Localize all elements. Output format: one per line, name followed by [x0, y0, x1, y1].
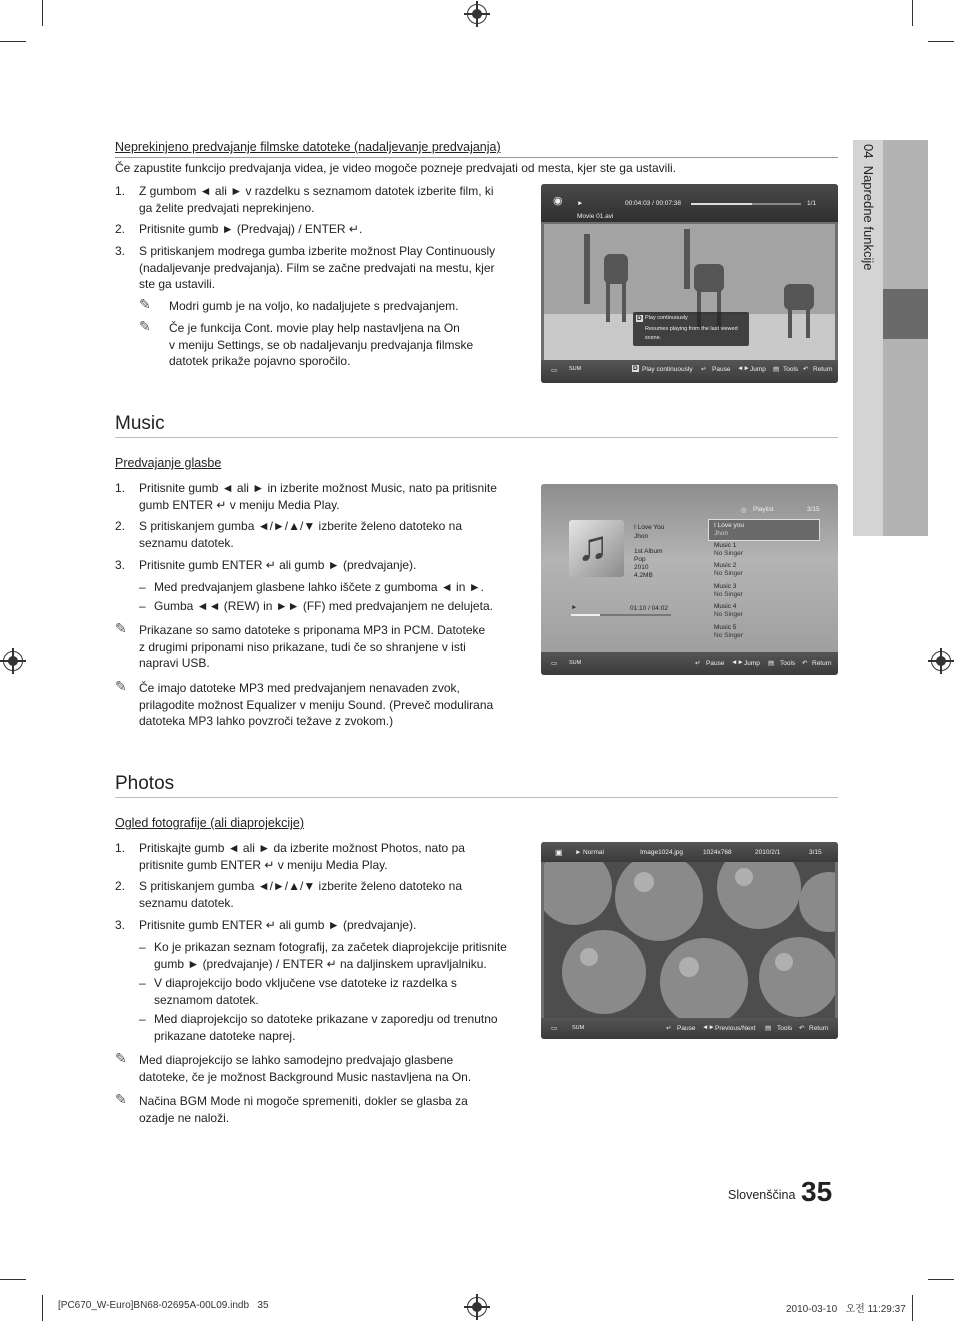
dash-text: Ko je prikazan seznam fotografij, za začetek diaprojekcije pritisnite gumb ► (predvajanje) / ENTER ↵ na daljinskem upravljalniku. — [154, 940, 507, 971]
note-pencil-icon: ✎ — [115, 1091, 127, 1107]
note-pencil-icon: ✎ — [115, 620, 127, 636]
section-subheading: Ogled fotografije (ali diaprojekcije) — [115, 816, 304, 830]
tv-popup-text: Resumes playing from the last viewed scene. — [645, 326, 738, 341]
page-number: 35 — [801, 1176, 833, 1207]
apples-illustration — [544, 862, 835, 1018]
tv-bar-pause: Pause — [677, 1025, 696, 1032]
registration-mark-icon — [467, 4, 487, 24]
playlist-icon: ◎ — [741, 507, 747, 514]
dash-text: Med diaprojekcijo so datoteke prikazane v zaporedju od trenutno prikazane datoteke naprej. — [154, 1012, 498, 1043]
tv-page: 3/15 — [809, 849, 822, 856]
crop-mark — [912, 0, 913, 26]
crop-mark — [928, 41, 954, 42]
tv-bar-play-continuously: Play continuously — [642, 366, 693, 373]
tv-bar-jump: Jump — [750, 366, 766, 373]
registration-mark-icon — [3, 651, 23, 671]
note-text: Če imajo datoteke MP3 med predvajanjem nenavaden zvok, prilagodite možnost Equalizer v meniju Sound. (Preveč modulirana datoteka MP3 lahko povzroči težave z zvokom.) — [139, 681, 494, 728]
step-number: 3. — [115, 558, 126, 572]
return-icon: ↶ — [799, 1025, 805, 1032]
crop-mark — [42, 0, 43, 26]
arrows-icon: ◄► — [702, 1024, 715, 1031]
tv-bar-tools: Tools — [783, 366, 799, 373]
note-text: Načina BGM Mode ni mogoče spremeniti, dokler se glasba za ozadje ne naloži. — [139, 1094, 468, 1125]
note-pencil-icon: ✎ — [139, 296, 151, 312]
step-number: 1. — [115, 184, 126, 198]
step-text: S pritiskanjem modrega gumba izberite možnost Play Continuously (nadaljevanje predvajanja). Film se začne predvajati na mestu, kjer ste ga ustavili. — [139, 244, 496, 291]
tv-device: SUM — [572, 1025, 585, 1031]
playlist-item-artist: No Singer — [714, 591, 743, 598]
tv-date: 2010/2/1 — [755, 849, 781, 856]
step-text: S pritiskanjem gumba ◄/►/▲/▼ izberite želeno datoteko na seznamu datotek. — [139, 519, 462, 550]
usb-icon: ▭ — [551, 1025, 558, 1032]
divider — [115, 797, 838, 798]
tv-photo-screenshot — [541, 842, 838, 1039]
tv-bar-pause: Pause — [706, 660, 725, 667]
tv-bar-jump: Jump — [744, 660, 760, 667]
step-number: 3. — [115, 244, 126, 258]
music-note-icon: ♫ — [577, 522, 609, 569]
step-text: Pritisnite gumb ENTER ↵ ali gumb ► (predvajanje). — [139, 918, 417, 932]
tv-file: Movie 01.avi — [577, 213, 614, 220]
usb-icon: ▭ — [551, 660, 558, 667]
tv-time: 01:10 / 04:02 — [630, 605, 668, 612]
tv-year: 2010 — [634, 564, 649, 571]
dash-bullet: – — [139, 940, 146, 954]
step-text: Pritisnite gumb ► (Predvajaj) / ENTER ↵. — [139, 222, 363, 236]
tv-mode: Normal — [583, 849, 604, 856]
play-state-icon: ► — [575, 849, 582, 856]
note-text: Modri gumb je na voljo, ko nadaljujete s predvajanjem. — [169, 299, 459, 313]
tv-device: SUM — [569, 660, 582, 666]
step-text: Pritiskajte gumb ◄ ali ► da izberite možnost Photos, nato pa pritisnite gumb ENTER ↵ v meniju Media Play. — [139, 841, 465, 872]
playlist-item-artist: Jhon — [714, 530, 729, 537]
note-text: Če je funkcija Cont. movie play help nastavljena na On v meniju Settings, se ob nadaljevanju predvajanja filmske datotek prikaže pojavno sporočilo. — [169, 321, 474, 368]
step-number: 2. — [115, 519, 126, 533]
album-art — [569, 520, 624, 577]
divider — [115, 437, 838, 438]
tv-bar-tools: Tools — [780, 660, 796, 667]
enter-icon: ↵ — [701, 366, 707, 373]
arrows-icon: ◄► — [731, 659, 744, 666]
divider — [115, 157, 838, 158]
dash-bullet: – — [139, 599, 146, 613]
step-text: S pritiskanjem gumba ◄/►/▲/▼ izberite želeno datoteko na seznamu datotek. — [139, 879, 462, 910]
tv-progress — [691, 203, 801, 205]
arrows-icon: ◄► — [737, 365, 750, 372]
tv-bar-return: Return — [812, 660, 832, 667]
step-number: 3. — [115, 918, 126, 932]
playlist-item-artist: No Singer — [714, 550, 743, 557]
tv-device: SUM — [569, 366, 582, 372]
registration-mark-icon — [931, 651, 951, 671]
tv-popup-title: Play continuously — [645, 315, 688, 321]
video-icon: ◉ — [553, 195, 563, 207]
tools-icon: ▤ — [768, 660, 775, 667]
step-number: 2. — [115, 222, 126, 236]
note-pencil-icon: ✎ — [115, 678, 127, 694]
crop-mark — [0, 1279, 26, 1280]
note-text: Med diaprojekcijo se lahko samodejno predvajajo glasbene datoteke, če je možnost Background Music nastavljena na On. — [139, 1053, 472, 1084]
section-subheading: Predvajanje glasbe — [115, 456, 222, 470]
tv-song: I Love You — [634, 524, 665, 531]
dash-text: Med predvajanjem glasbene lahko iščete z gumboma ◄ in ►. — [154, 580, 484, 594]
note-pencil-icon: ✎ — [115, 1050, 127, 1066]
tv-playlist-label: Playlist — [753, 506, 774, 513]
tv-album: 1st Album — [634, 548, 663, 555]
registration-mark-icon — [467, 1297, 487, 1317]
dash-bullet: – — [139, 976, 146, 990]
playlist-item-title: Music 2 — [714, 562, 737, 569]
tv-size: 4.2MB — [634, 572, 653, 579]
apples-photo — [544, 862, 835, 1018]
playlist-item-artist: No Singer — [714, 632, 743, 639]
dash-text: V diaprojekcijo bodo vključene vse datoteke iz razdelka s seznamom datotek. — [154, 976, 457, 1007]
crop-mark — [0, 41, 26, 42]
playlist-item-title: I Love you — [714, 522, 744, 529]
play-state-icon: ► — [571, 604, 578, 611]
tv-bar-return: Return — [813, 366, 833, 373]
tv-popup-d-icon: D — [637, 315, 642, 322]
tools-icon: ▤ — [765, 1025, 772, 1032]
chapter-tab-label: 04 Napredne funkcije — [861, 144, 876, 271]
tv-music-screenshot — [541, 484, 838, 675]
tv-page: 1/1 — [807, 200, 817, 207]
tv-file: Image1024.jpg — [640, 849, 684, 856]
tv-time: 00:04:03 / 00:07:38 — [625, 200, 682, 207]
crop-mark — [42, 1295, 43, 1321]
tv-genre: Pop — [634, 556, 646, 563]
step-text: Pritisnite gumb ◄ ali ► in izberite možnost Music, nato pa pritisnite gumb ENTER ↵ v meniju Media Play. — [139, 481, 497, 512]
step-text: Pritisnite gumb ENTER ↵ ali gumb ► (predvajanje). — [139, 558, 417, 572]
tv-progress — [571, 614, 671, 616]
playlist-item-title: Music 3 — [714, 583, 737, 590]
footer-language: Slovenščina — [728, 1188, 796, 1202]
tv-movie-screenshot — [541, 184, 838, 383]
playlist-item-title: Music 5 — [714, 624, 737, 631]
crop-mark — [912, 1295, 913, 1321]
usb-icon: ▭ — [551, 367, 558, 374]
note-text: Prikazane so samo datoteke s priponama MP3 in PCM. Datoteke z drugimi priponami niso prikazane, tudi če so shranjene v isti napravi USB. — [139, 623, 486, 670]
step-number: 1. — [115, 841, 126, 855]
tv-bar-tools: Tools — [777, 1025, 793, 1032]
dash-text: Gumba ◄◄ (REW) in ►► (FF) med predvajanjem ne delujeta. — [154, 599, 493, 613]
step-text: Z gumbom ◄ ali ► v razdelku s seznamom datotek izberite film, ki ga želite predvajati neprekinjeno. — [139, 184, 494, 215]
return-icon: ↶ — [802, 660, 808, 667]
music-heading: Music — [115, 413, 165, 434]
intro-text: Če zapustite funkcijo predvajanja videa, je video mogoče pozneje predvajati od mesta, kjer ste ga ustavili. — [115, 161, 676, 175]
dash-bullet: – — [139, 580, 146, 594]
tv-page: 3/15 — [807, 506, 820, 513]
photo-icon: ▣ — [555, 848, 563, 857]
blue-d-button-icon: D — [633, 365, 638, 372]
tv-bar-return: Return — [809, 1025, 829, 1032]
print-imprint: [PC670_W-Euro]BN68-02695A-00L09.indb 35 — [58, 1300, 269, 1311]
note-pencil-icon: ✎ — [139, 318, 151, 334]
playlist-item-artist: No Singer — [714, 611, 743, 618]
tv-bar-pause: Pause — [712, 366, 731, 373]
return-icon: ↶ — [803, 366, 809, 373]
enter-icon: ↵ — [666, 1025, 672, 1032]
tv-bar-previous-next: Previous/Next — [715, 1025, 756, 1032]
enter-icon: ↵ — [695, 660, 701, 667]
tools-icon: ▤ — [773, 366, 780, 373]
tv-popup — [633, 312, 749, 346]
section-subheading: Neprekinjeno predvajanje filmske datoteke (nadaljevanje predvajanja) — [115, 140, 501, 154]
tv-resolution: 1024x768 — [703, 849, 732, 856]
photos-heading: Photos — [115, 773, 175, 794]
dash-bullet: – — [139, 1012, 146, 1026]
print-date: 2010-03-10 오전 11:29:37 — [786, 1304, 906, 1315]
playlist-item-title: Music 4 — [714, 603, 737, 610]
step-number: 1. — [115, 481, 126, 495]
play-state-icon: ► — [577, 200, 584, 207]
crop-mark — [928, 1279, 954, 1280]
tv-artist: Jhon — [634, 533, 649, 540]
playlist-item-title: Music 1 — [714, 542, 737, 549]
chapter-tab-active — [883, 289, 928, 339]
playlist-item-artist: No Singer — [714, 570, 743, 577]
step-number: 2. — [115, 879, 126, 893]
